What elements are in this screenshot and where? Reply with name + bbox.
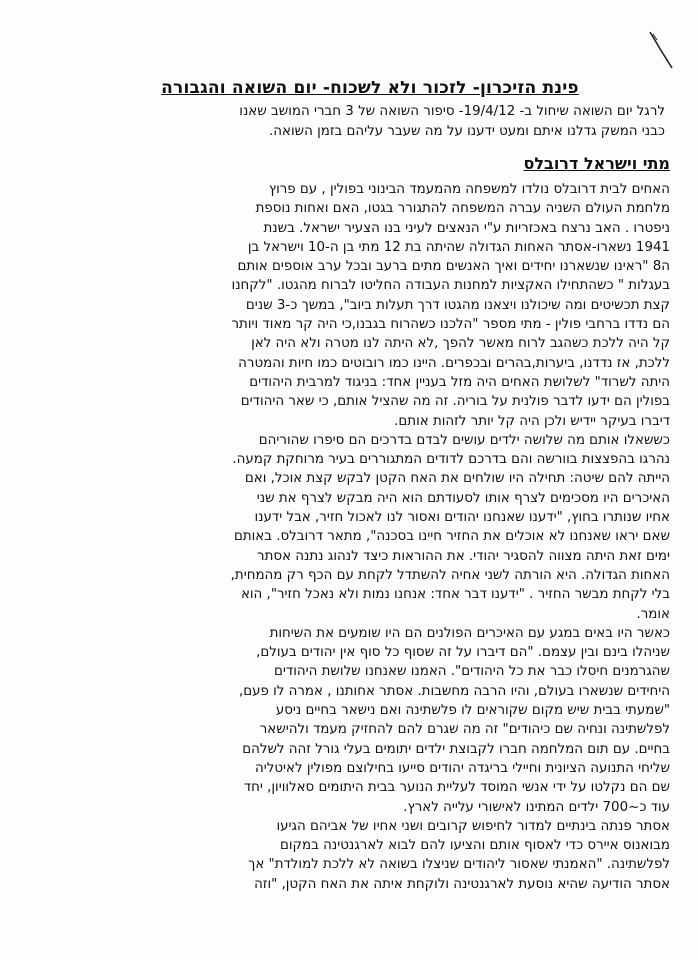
document-title: פינת הזיכרון- לזכור ולא לשכוח- יום השואה והגבורה (161, 78, 579, 98)
text-line: שאם יראו שאנחנו לא אוכלים את החזיר חיינו בסכנה", מתאר דרובלס. באותם (233, 529, 670, 545)
paragraph (38, 817, 670, 894)
paragraph (38, 180, 670, 431)
text-line: לפלשתינה ונחיה שם כיהודים" זה מה שגרם להם להחזיק מעמד ולהישאר (259, 722, 670, 738)
text-line: כאשר היו באים במגע עם האיכרים הפולנים הם היו שומעים את השיחות (269, 625, 670, 641)
text-line: האחים לבית דרובלס נולדו למשפחה מהמעמד הבינוני בפולין , עם פרוץ (268, 182, 670, 197)
text-line: שהגרמנים חיסלו כבר את כל היהודים". האמנו שאנחנו שלושת היהודים (274, 664, 670, 680)
article-body (38, 180, 670, 894)
text-line: בפולין הם ידעו לדבר פולנית על בוריה. זה מה שהציל אותם, כי שאר היהודים (240, 394, 670, 410)
text-line: מלחמת העולם השניה עברה המשפחה להתגורר בגטו, האם ואחות נוספת (255, 201, 670, 217)
text-line: הייתה להם שיטה: תחילה היו שולחים את האח הקטן לבקש קצת אוכל, ואם (244, 471, 670, 487)
text-line: כששאלו אותם מה שלושה ילדים עושים לבדם בדרכים הם סיפרו שהוריהם (258, 432, 670, 448)
text-line: דיברו בעיקר יידיש ולכן היה קל יותר לזהות אותם. (394, 413, 670, 429)
pen-stroke-mark (648, 30, 674, 70)
text-line: "שמעתי בבית שיש מקום שקוראים לו פלשתינה ואם נישאר בחיים ניסע (275, 703, 670, 719)
paragraph (38, 431, 670, 624)
text-line: האיכרים היו מסכימים לצרף אותו לסעודתם הוא היה מבקש לצרף את שני (256, 490, 670, 506)
paragraph (38, 624, 670, 817)
text-line: היתה לשרוד" לשלושת האחים היה מזל בעניין אחד: בניגוד למרבית היהודים (249, 374, 670, 390)
text-line: האחות הגדולה. היא הורתה לשני אחיה להשתדל לקחת עם הכף רק מהמחית, (230, 567, 670, 583)
text-line: ימים זאת היתה מצווה להסגיר יהודי. את ההוראות כיצד לנהוג נתנה אסתר (257, 548, 670, 564)
text-line: ה8 "ראינו שנשארנו יחידים ואיך האנשים מתים ברעב ובכל ערב אוספים אותם (237, 259, 670, 275)
intro-text (90, 102, 665, 142)
intro-line: כבני המשק גדלנו איתם ומעט ידענו על מה שעבר עליהם בזמן השואה. (268, 124, 665, 139)
text-line: אומר. (636, 606, 670, 622)
text-line: נהרגו בהפצצות בוורשה והם בדרכם לדודים המתגוררים בעיר מרוחקת קמעה. (232, 452, 670, 468)
text-line: בלי לקחת מבשר החזיר . "ידענו דבר אחד: אנחנו נמות ולא נאכל חזיר", הוא (240, 587, 670, 603)
text-line: אסתר פנתה בינתיים למדור לחיפוש קרובים ושני אחיו של אביהם הגיעו (276, 818, 670, 834)
intro-line: לרגל יום השואה שיחול ב- 19/4/12- סיפור השואה של 3 חברי המושב שאנו (239, 104, 665, 119)
text-line: שליחי התנועה הציונית וחיילי בריגדה יהודים סייעו בחילוצם מפולין לאיטליה (254, 760, 670, 776)
text-line: ניפטרו . האב נרצח באכזריות ע"י הנאצים לעיני בנו הצעיר ישראל. בשנת (263, 220, 670, 236)
text-line: שניהלו בינם ובין עצמם. "הם דיברו על זה שסוף כל סוף אין יהודים בעולם, (256, 645, 670, 661)
text-line: אסתר הודיעה שהיא נוסעת לארגנטינה ולוקחת איתה את האח הקטן, "וזה (254, 876, 670, 892)
text-line: בחיים. עם תום המלחמה חברו לקבוצת ילדים יתומים בעלי גורל זהה לשלהם (242, 741, 670, 757)
text-line: לפלשתינה. "האמנתי שאסור ליהודים שניצלו בשואה לא ללכת למולדת" אך (248, 857, 670, 873)
section-heading: מתי וישראל דרובלס (523, 154, 670, 173)
text-line: 1941 נשארו-אסתר האחות הגדולה שהיתה בת 12 מתי בן ה-10 וישראל בן (247, 239, 670, 255)
text-line: עוד כ~700 ילדים המתינו לאישורי עלייה לארץ. (403, 799, 670, 815)
text-line: שם הם נקלטו על ידי אנשי המוסד לעליית הנוער בבית היתומים סאלוויון, יחד (243, 780, 670, 796)
text-line: הם נדדו ברחבי פולין - מתי מספר "הלכנו כשהרוח בגבנו,כי היה קר מאוד ויותר (231, 317, 670, 333)
text-line: אחיו שנותרו בחוץ, "ידענו שאנחנו יהודים ואסור לנו לאכול חזיר, אבל ידענו (254, 510, 670, 526)
text-line: היחידים שנשארו בעולם, והיו הרבה מחשבות. אסתר אחותנו , אמרה לו פעם, (238, 683, 670, 699)
text-line: מבואנוס איירס כדי לאסוף אותם והציעו להם לבוא לארגנטינה במקום (280, 838, 670, 854)
text-line: קצת תכשיטים ומה שיכולנו ויצאנו מהגטו דרך תעלות ביוב", במשך כ-3 שנים (245, 297, 670, 313)
text-line: ללכת, אז נדדנו, ביערות,בהרים ובכפרים. היינו כמו רובוטים כמו חיות והמטרה (238, 355, 670, 371)
text-line: בעגלות " כשהתחילו האקציות למחנות העבודה החליטו לברוח מהגטו. "לקחנו (231, 278, 670, 294)
text-line: קל היה ללכת כשהגב לרוח מאשר להפך ,לא היתה לנו מטרה ולא היה לאן (251, 336, 670, 352)
